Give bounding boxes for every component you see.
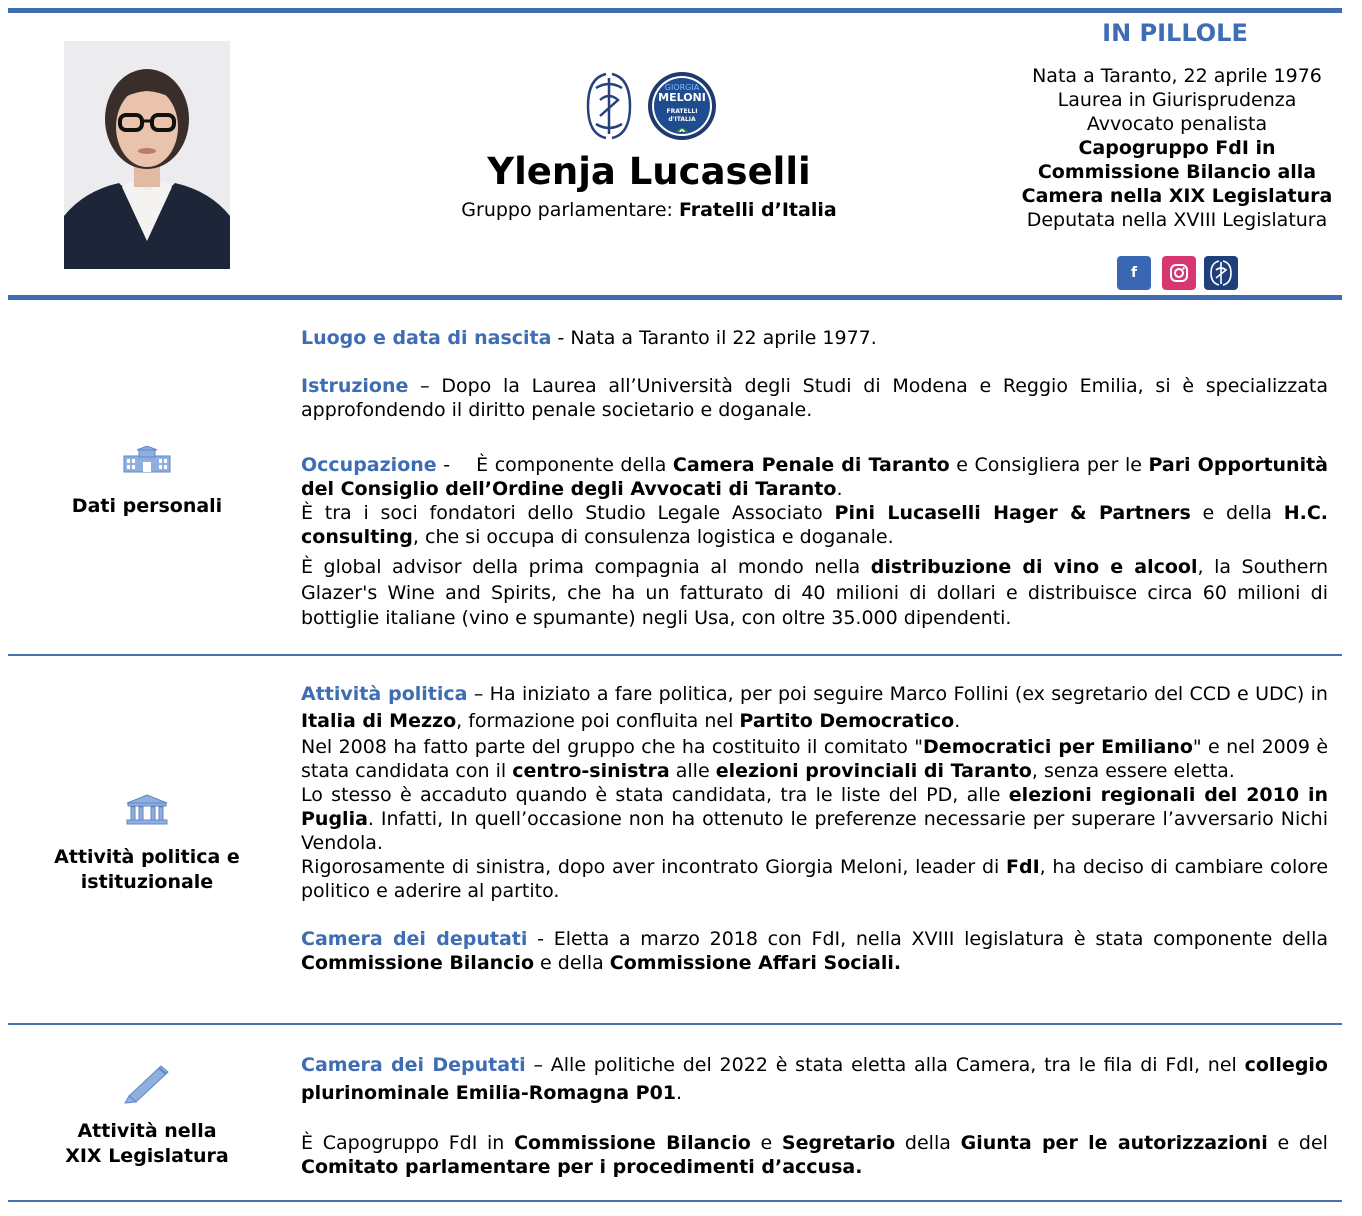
role-text-4: e del <box>1267 1132 1328 1154</box>
camera-heading: Camera dei deputati <box>301 928 528 950</box>
section-label-xix-line1: Attività nella <box>77 1120 217 1142</box>
education-paragraph <box>301 374 1328 422</box>
emiliano-text-2: " e nel 2009 è stata candidata con il <box>301 736 1329 782</box>
section-label-xix <box>24 1119 270 1169</box>
advisor-text-1: È global advisor della prima compagnia al mondo nella <box>301 556 871 578</box>
pillole-title: IN PILLOLE <box>1102 19 1248 47</box>
pillole-role-2: Commissione Bilancio alla <box>1037 161 1317 183</box>
role-bold-4: Comitato parlamentare per i procedimenti d’accusa. <box>301 1156 863 1178</box>
section-label-political-line1: Attività politica e <box>54 846 240 868</box>
section-label-personal: Dati personali <box>71 495 223 517</box>
section-divider-3 <box>8 1200 1342 1202</box>
occupation-text-2: e Consigliera per le <box>949 454 1149 476</box>
regional-bold-1: elezioni regionali del 2010 in Puglia <box>301 784 1328 830</box>
role-text-1: È Capogruppo FdI in <box>301 1132 515 1154</box>
institution-icon <box>125 794 169 826</box>
section-label-xix-line2: XIX Legislatura <box>65 1145 229 1167</box>
fdi-bold-1: FdI <box>1006 856 1040 878</box>
occupation-paragraph <box>301 453 1328 501</box>
advisor-paragraph <box>301 555 1328 632</box>
section-divider-2 <box>8 1023 1342 1025</box>
regional-text-2: . Infatti, In quell’occasione non ha ottenuto le preferenze necessarie per superare l’avversario Nichi Vendola. <box>301 808 1328 854</box>
fdi-paragraph <box>301 855 1328 903</box>
politics-text-2: , formazione poi confluita nel <box>456 710 740 732</box>
education-text: – Dopo la Laurea all’Università degli Studi di Modena e Reggio Emilia, si è specializzata approfondendo il diritto penale societario e doganale. <box>301 375 1328 421</box>
election-text-2: . <box>676 1082 683 1104</box>
instagram-button[interactable] <box>1162 256 1196 290</box>
pillole-role-3: Camera nella XIX Legislatura <box>1021 185 1333 207</box>
pillole-degree: Laurea in Giurisprudenza <box>1057 89 1297 111</box>
regional-text-1: Lo stesso è accaduto quando è stata candidata, tra le liste del PD, alle <box>301 784 1009 806</box>
parliamentary-group <box>420 198 878 222</box>
emiliano-text-4: , senza essere eletta. <box>1031 760 1235 782</box>
camera-text-1: - Eletta a marzo 2018 con FdI, nella XVIII legislatura è stata componente della <box>527 928 1329 950</box>
occupation-text-1: - È componente della <box>436 454 673 476</box>
instagram-icon <box>1169 263 1189 283</box>
occupation-bold-2: Pari Opportunità del Consiglio dell’Ordine degli Avvocati di Taranto <box>301 454 1329 500</box>
partners-text-2: e della <box>1190 502 1284 524</box>
birth-paragraph <box>301 326 1328 350</box>
birth-text: - Nata a Taranto il 22 aprile 1977. <box>551 327 877 349</box>
pillole-job: Avvocato penalista <box>1086 113 1268 135</box>
pillole-birth: Nata a Taranto, 22 aprile 1976 <box>1032 65 1322 87</box>
partners-bold-1: Pini Lucaselli Hager & Partners <box>834 502 1191 524</box>
politics-bold-2: Partito Democratico <box>739 710 955 732</box>
building-icon <box>122 446 172 474</box>
role-bold-2: Segretario <box>781 1132 896 1154</box>
election-heading: Camera dei Deputati <box>301 1054 526 1076</box>
emiliano-bold-3: elezioni provinciali di Taranto <box>715 760 1032 782</box>
partners-text-3: , che si occupa di consulenza logistica e doganale. <box>412 526 894 548</box>
election-bold-1: collegio plurinominale Emilia-Romagna P01 <box>301 1054 1328 1104</box>
political-content <box>301 681 1328 975</box>
logo-text-meloni: MELONI <box>658 91 706 104</box>
politics-text-1: – Ha iniziato a fare politica, per poi seguire Marco Follini (ex segretario del CCD e UDC) in <box>467 683 1328 705</box>
politics-paragraph <box>301 681 1328 735</box>
camera-bold-1: Commissione Bilancio <box>301 952 535 974</box>
camera-bold-2: Commissione Affari Sociali. <box>609 952 902 974</box>
advisor-text-2: , la Southern Glazer's Wine and Spirits, che ha un fatturato di 40 milioni di dollari e distribuisce circa 60 milioni di bottiglie italiane (vino e spumante) negli Usa, con oltre 35.000 dipendenti. <box>301 556 1328 629</box>
camera-paragraph <box>301 927 1328 975</box>
group-name: Fratelli d’Italia <box>678 199 837 221</box>
role-paragraph <box>301 1131 1328 1179</box>
emiliano-text-1: Nel 2008 ha fatto parte del gruppo che ha costituito il comitato " <box>301 736 924 758</box>
header-divider <box>8 295 1342 300</box>
emiliano-text-3: alle <box>669 760 716 782</box>
occupation-bold-1: Camera Penale di Taranto <box>672 454 950 476</box>
section-label-political-line2: istituzionale <box>80 871 214 893</box>
politics-text-3: . <box>954 710 961 732</box>
advisor-bold-1: distribuzione di vino e alcool <box>870 556 1198 578</box>
logo-text-fratelli: FRATELLI <box>666 108 698 115</box>
facebook-icon: f <box>1130 265 1138 281</box>
member-name: Ylenja Lucaselli <box>487 150 811 193</box>
fdi-text-1: Rigorosamente di sinistra, dopo aver incontrato Giorgia Meloni, leader di <box>301 856 1007 878</box>
role-text-2: e <box>750 1132 782 1154</box>
election-paragraph <box>301 1051 1328 1107</box>
camera-site-button[interactable] <box>1204 256 1238 290</box>
pillole-previous: Deputata nella XVIII Legislatura <box>1026 209 1328 231</box>
group-label: Gruppo parlamentare: <box>461 199 673 221</box>
logo-text-giorgia: GIORGIA <box>664 83 700 92</box>
personal-content <box>301 326 1328 632</box>
role-bold-3: Giunta per le autorizzazioni <box>960 1132 1268 1154</box>
camera-text-2: e della <box>534 952 610 974</box>
facebook-button[interactable] <box>1117 256 1151 290</box>
partners-text-1: È tra i soci fondatori dello Studio Legale Associato <box>301 502 835 524</box>
fratelli-italia-logo-icon <box>646 70 718 142</box>
partners-paragraph <box>301 501 1328 549</box>
regional-paragraph <box>301 783 1328 855</box>
emiliano-bold-2: centro-sinistra <box>512 760 670 782</box>
role-bold-1: Commissione Bilancio <box>514 1132 751 1154</box>
portrait-photo <box>64 41 230 269</box>
birth-heading: Luogo e data di nascita <box>301 327 552 349</box>
pen-icon <box>121 1062 173 1104</box>
education-heading: Istruzione <box>301 375 409 397</box>
role-text-3: della <box>895 1132 961 1154</box>
emiliano-paragraph <box>301 735 1328 783</box>
pillole-summary <box>1012 64 1342 232</box>
election-text-1: – Alle politiche del 2022 è stata eletta alla Camera, tra le fila di FdI, nel <box>525 1054 1245 1076</box>
camera-logo-icon <box>1208 259 1234 287</box>
partners-bold-2: H.C. consulting <box>301 502 1328 548</box>
logo-text-italia: d'ITALIA <box>668 116 696 123</box>
xix-content <box>301 1051 1328 1179</box>
section-divider-1 <box>8 654 1342 656</box>
header-logos <box>582 70 722 142</box>
fdi-text-2: , ha deciso di cambiare colore politico e aderire al partito. <box>301 856 1329 902</box>
occupation-heading: Occupazione <box>301 454 437 476</box>
emiliano-bold-1: Democratici per Emiliano <box>923 736 1193 758</box>
politics-bold-1: Italia di Mezzo <box>301 710 457 732</box>
occupation-text-3: . <box>836 478 843 500</box>
pillole-role-1: Capogruppo FdI in <box>1078 137 1276 159</box>
politics-heading: Attività politica <box>301 683 468 705</box>
top-border <box>8 8 1342 13</box>
section-label-political <box>24 845 270 895</box>
